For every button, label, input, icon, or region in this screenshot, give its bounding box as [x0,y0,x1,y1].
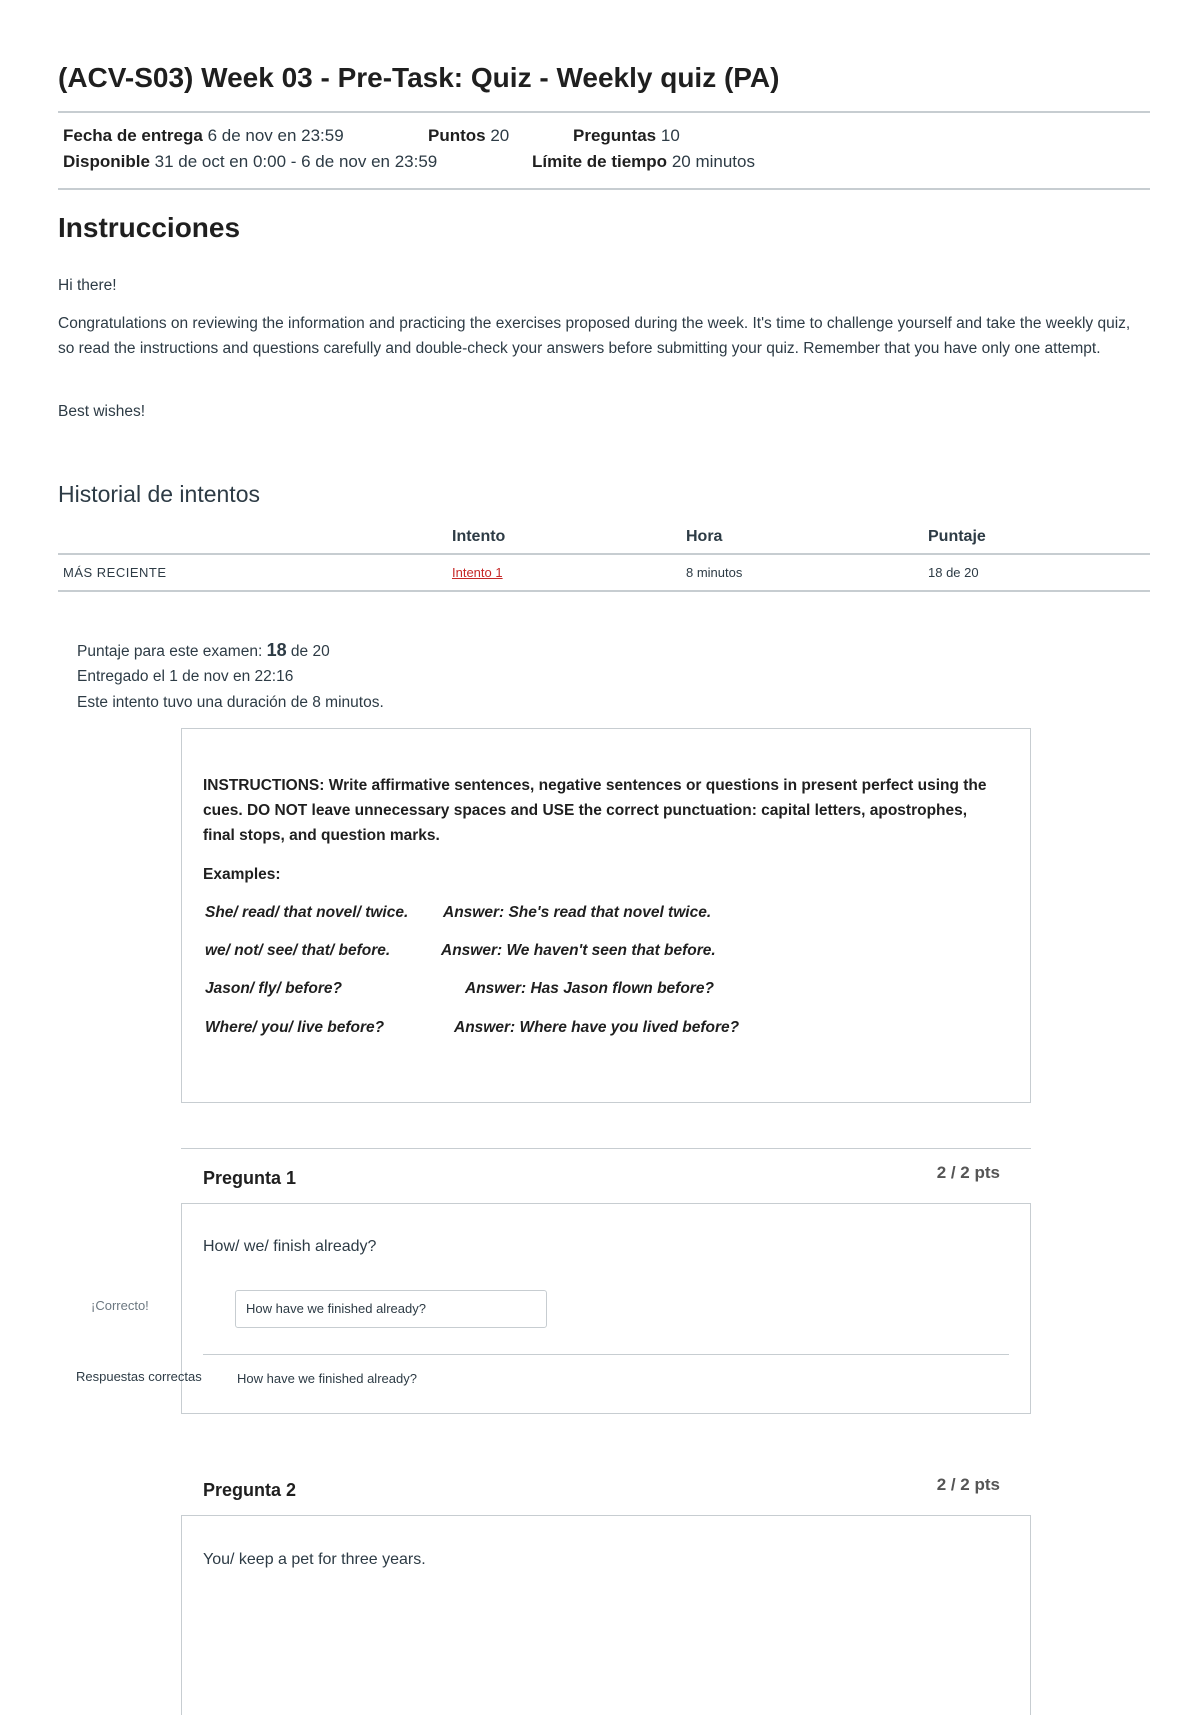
questions-label: Preguntas [573,126,657,145]
quiz-instructions-text: INSTRUCTIONS: Write affirmative sentences, negative sentences or questions in present perfect using the cues. DO NOT leave unnecessary spaces and USE the correct punctuation: capital letters, apostrophes, final stops, and question marks. [203,777,987,844]
points [428,126,509,146]
questions-count [573,126,680,146]
attempt-history-heading: Historial de intentos [58,481,260,507]
correct-answer: How have we finished already? [237,1371,417,1386]
attempt-time: 8 minutos [686,565,743,580]
question-2-text: You/ keep a pet for three years. [203,1551,426,1568]
example-answer: Answer: We haven't seen that before. [441,942,716,959]
attempt-score: 18 de 20 [928,565,979,580]
example-answer: Answer: She's read that novel twice. [443,904,712,921]
divider [58,111,1150,113]
time-limit [532,152,755,172]
instructions-heading: Instrucciones [58,212,241,243]
answer-divider [203,1354,1009,1355]
points-label: Puntos [428,126,486,145]
available-value: 31 de oct en 0:00 - 6 de nov en 23:59 [154,152,438,171]
example-cue: Jason/ fly/ before? [205,980,342,997]
due-value: 6 de nov en 23:59 [207,126,344,145]
column-header-attempt: Intento [452,528,506,545]
question-1-divider [181,1148,1031,1149]
page-title: (ACV-S03) Week 03 - Pre-Task: Quiz - Weekly quiz (PA) [58,62,780,93]
correct-status: ¡Correcto! [91,1298,149,1313]
time-limit-label: Límite de tiempo [532,152,668,171]
example-cue: Where/ you/ live before? [205,1019,385,1036]
example-answer: Answer: Where have you lived before? [454,1019,740,1036]
question-1-text: How/ we/ finish already? [203,1238,377,1255]
attempt-link-cell [452,565,503,580]
question-2-box [181,1515,1031,1715]
points-value: 20 [490,126,510,145]
available-label: Disponible [63,152,150,171]
instructions-closing: Best wishes! [58,403,146,420]
column-header-score: Puntaje [928,528,986,545]
instructions-body: Congratulations on reviewing the information and practicing the exercises proposed during the week. It's time to challenge yourself and take the weekly quiz, so read the instructions and questions carefully and double-check your answers before submitting your quiz. Remember that you have only one attempt. [58,315,1131,357]
attempt-duration: Este intento tuvo una duración de 8 minutos. [77,694,384,711]
score-value: 18 [266,640,287,660]
submitted-date: Entregado el 1 de nov en 22:16 [77,668,294,685]
availability [63,152,437,172]
table-header-divider [58,553,1150,555]
row-label-latest: MÁS RECIENTE [63,565,167,580]
question-2-title: Pregunta 2 [203,1480,297,1500]
question-1-points: 2 / 2 pts [936,1163,1000,1182]
examples-label: Examples: [203,866,281,883]
attempt-1-link[interactable]: Intento 1 [452,565,503,580]
questions-value: 10 [660,126,680,145]
question-2-points: 2 / 2 pts [936,1475,1000,1494]
due-date [63,126,344,146]
score-prefix: Puntaje para este examen: [77,643,263,660]
exam-score [77,640,330,661]
due-label: Fecha de entrega [63,126,203,145]
score-suffix: de 20 [290,643,330,660]
time-limit-value: 20 minutos [671,152,755,171]
correct-answers-label: Respuestas correctas [76,1369,202,1384]
instructions-greeting: Hi there! [58,277,117,294]
divider [58,188,1150,190]
example-cue: we/ not/ see/ that/ before. [205,942,391,959]
question-1-title: Pregunta 1 [203,1168,297,1188]
column-header-time: Hora [686,528,723,545]
student-answer-field: How have we finished already? [235,1290,547,1328]
table-footer-divider [58,590,1150,592]
example-cue: She/ read/ that novel/ twice. [205,904,409,921]
example-answer: Answer: Has Jason flown before? [465,980,714,997]
